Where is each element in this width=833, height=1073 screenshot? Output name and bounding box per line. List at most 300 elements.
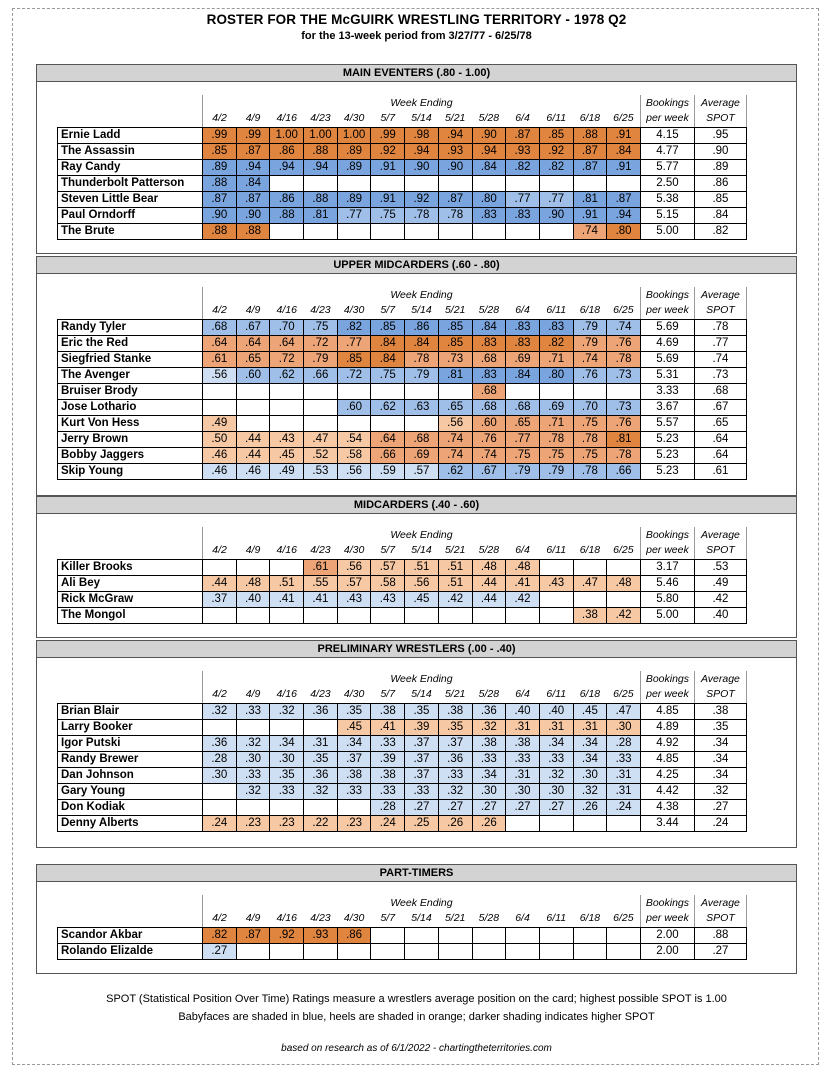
spot-cell: .88: [304, 143, 338, 159]
spot-cell: .33: [236, 767, 270, 783]
spot-value: .77: [694, 335, 746, 351]
spot-cell: .84: [472, 319, 506, 335]
week-header: 6/25: [607, 111, 641, 127]
spot-cell: .77: [539, 191, 573, 207]
spot-cell: .32: [304, 783, 338, 799]
spot-header: Average: [694, 287, 746, 303]
spot-cell: .75: [371, 207, 405, 223]
spot-cell: [506, 607, 540, 623]
spot-cell: .63: [405, 399, 439, 415]
spot-cell: [304, 175, 338, 191]
spot-cell: .66: [607, 463, 641, 479]
spot-cell: .27: [506, 799, 540, 815]
wrestler-row: [58, 191, 747, 207]
spot-cell: .64: [270, 335, 304, 351]
spot-cell: .37: [405, 751, 439, 767]
spot-cell: .33: [236, 703, 270, 719]
roster-table: [57, 95, 747, 240]
spot-cell: [472, 175, 506, 191]
spot-cell: .44: [236, 447, 270, 463]
spot-value: .38: [694, 703, 746, 719]
spot-cell: .72: [304, 335, 338, 351]
week-header: 5/7: [371, 687, 405, 703]
spot-cell: .78: [573, 463, 607, 479]
spot-cell: .91: [573, 207, 607, 223]
spot-cell: .30: [236, 751, 270, 767]
spot-cell: .83: [472, 207, 506, 223]
week-header: 4/23: [304, 303, 338, 319]
spot-cell: [405, 927, 439, 943]
spot-cell: .74: [607, 319, 641, 335]
week-header: 5/7: [371, 111, 405, 127]
wrestler-row: [58, 223, 747, 239]
spot-cell: .30: [506, 783, 540, 799]
spot-cell: .34: [573, 751, 607, 767]
wrestler-row: [58, 143, 747, 159]
spot-cell: [270, 399, 304, 415]
spot-cell: .81: [438, 367, 472, 383]
spot-cell: .78: [539, 431, 573, 447]
spot-cell: [337, 799, 371, 815]
wrestler-name: Scandor Akbar: [58, 927, 203, 943]
spot-cell: .34: [539, 735, 573, 751]
spot-cell: [573, 559, 607, 575]
week-header: 4/30: [337, 687, 371, 703]
week-header: 4/30: [337, 543, 371, 559]
spot-cell: .85: [539, 127, 573, 143]
spot-cell: .31: [304, 735, 338, 751]
bookings-value: 4.85: [640, 703, 694, 719]
wrestler-name: Bruiser Brody: [58, 383, 203, 399]
spot-cell: [506, 175, 540, 191]
spot-cell: .94: [236, 159, 270, 175]
spot-cell: .47: [573, 575, 607, 591]
spot-cell: .30: [203, 767, 237, 783]
wrestler-row: [58, 815, 747, 831]
spot-cell: [270, 719, 304, 735]
spot-cell: .88: [270, 207, 304, 223]
spot-cell: .26: [472, 815, 506, 831]
spot-cell: .79: [573, 335, 607, 351]
spot-cell: .83: [506, 319, 540, 335]
wrestler-name: Ali Bey: [58, 575, 203, 591]
spot-cell: [270, 175, 304, 191]
wrestler-name: Randy Brewer: [58, 751, 203, 767]
section-preliminary-wrestlers: [36, 640, 797, 848]
spot-cell: .45: [270, 447, 304, 463]
corner-cell: [58, 671, 203, 687]
spot-cell: .77: [337, 335, 371, 351]
spot-cell: [539, 943, 573, 959]
bookings-value: 5.69: [640, 319, 694, 335]
spot-cell: [304, 399, 338, 415]
week-header: 4/23: [304, 111, 338, 127]
week-header: 5/28: [472, 687, 506, 703]
spot-cell: .87: [438, 191, 472, 207]
week-ending-label: Week Ending: [203, 527, 641, 543]
spot-cell: [573, 815, 607, 831]
week-header: 6/25: [607, 303, 641, 319]
spot-cell: .40: [506, 703, 540, 719]
spot-cell: .32: [573, 783, 607, 799]
spot-cell: .83: [539, 319, 573, 335]
spot-cell: .33: [472, 751, 506, 767]
wrestler-name: Don Kodiak: [58, 799, 203, 815]
spot-cell: .51: [438, 559, 472, 575]
spot-cell: .33: [371, 783, 405, 799]
spot-value: .68: [694, 383, 746, 399]
spot-cell: [405, 223, 439, 239]
spot-cell: .28: [203, 751, 237, 767]
spot-cell: .56: [337, 559, 371, 575]
spot-header: Average: [694, 527, 746, 543]
spot-cell: .89: [337, 159, 371, 175]
bookings-value: 3.67: [640, 399, 694, 415]
spot-cell: 1.00: [304, 127, 338, 143]
spot-cell: .23: [236, 815, 270, 831]
spot-cell: .76: [472, 431, 506, 447]
wrestler-row: [58, 607, 747, 623]
spot-cell: [472, 943, 506, 959]
spot-value: .34: [694, 735, 746, 751]
bookings-value: 5.23: [640, 447, 694, 463]
week-header: 6/4: [506, 303, 540, 319]
spot-cell: .35: [270, 767, 304, 783]
spot-header-sub: SPOT: [694, 687, 746, 703]
week-header: 6/18: [573, 111, 607, 127]
wrestler-row: [58, 463, 747, 479]
week-header: 6/25: [607, 687, 641, 703]
spot-cell: .57: [371, 559, 405, 575]
spot-value: .64: [694, 431, 746, 447]
spot-value: .27: [694, 943, 746, 959]
wrestler-row: [58, 399, 747, 415]
week-header: 4/16: [270, 687, 304, 703]
spot-cell: .87: [236, 191, 270, 207]
spot-cell: .84: [472, 159, 506, 175]
spot-cell: .99: [236, 127, 270, 143]
spot-cell: .74: [573, 223, 607, 239]
spot-cell: .33: [506, 751, 540, 767]
week-ending-label: Week Ending: [203, 671, 641, 687]
spot-cell: .67: [472, 463, 506, 479]
spot-value: .34: [694, 751, 746, 767]
corner-cell: [58, 303, 203, 319]
spot-cell: .68: [472, 399, 506, 415]
spot-cell: .74: [438, 431, 472, 447]
wrestler-row: [58, 703, 747, 719]
spot-cell: .69: [506, 351, 540, 367]
section-midcarders: [36, 496, 797, 638]
spot-cell: .41: [371, 719, 405, 735]
spot-cell: .82: [203, 927, 237, 943]
spot-value: .95: [694, 127, 746, 143]
spot-value: .64: [694, 447, 746, 463]
spot-cell: .78: [573, 431, 607, 447]
spot-cell: .88: [573, 127, 607, 143]
spot-cell: .32: [438, 783, 472, 799]
week-header: 4/2: [203, 911, 237, 927]
spot-cell: .56: [337, 463, 371, 479]
spot-cell: .26: [438, 815, 472, 831]
corner-cell: [58, 543, 203, 559]
spot-cell: [506, 223, 540, 239]
spot-cell: .48: [236, 575, 270, 591]
wrestler-name: Denny Alberts: [58, 815, 203, 831]
spot-cell: [203, 399, 237, 415]
spot-cell: [270, 799, 304, 815]
spot-cell: .87: [236, 143, 270, 159]
spot-value: .35: [694, 719, 746, 735]
spot-cell: .76: [607, 415, 641, 431]
week-header: 4/30: [337, 111, 371, 127]
spot-cell: .42: [506, 591, 540, 607]
week-header: 6/18: [573, 543, 607, 559]
week-header: 4/2: [203, 111, 237, 127]
spot-cell: .46: [203, 447, 237, 463]
spot-cell: .56: [203, 367, 237, 383]
wrestler-row: [58, 207, 747, 223]
section-title: PRELIMINARY WRESTLERS (.00 - .40): [37, 641, 796, 658]
spot-cell: .81: [607, 431, 641, 447]
week-header: 4/9: [236, 111, 270, 127]
spot-cell: [203, 607, 237, 623]
spot-cell: .75: [573, 415, 607, 431]
wrestler-name: Larry Booker: [58, 719, 203, 735]
spot-cell: .86: [405, 319, 439, 335]
spot-cell: [539, 383, 573, 399]
wrestler-name: The Mongol: [58, 607, 203, 623]
spot-cell: .38: [371, 767, 405, 783]
spot-value: .27: [694, 799, 746, 815]
week-header: 5/14: [405, 687, 439, 703]
spot-cell: .27: [405, 799, 439, 815]
spot-cell: [236, 559, 270, 575]
spot-cell: .91: [371, 159, 405, 175]
spot-cell: .41: [304, 591, 338, 607]
spot-value: .74: [694, 351, 746, 367]
spot-cell: .39: [371, 751, 405, 767]
spot-cell: .37: [438, 735, 472, 751]
week-header: 6/11: [539, 543, 573, 559]
spot-cell: .36: [203, 735, 237, 751]
week-header: 6/11: [539, 687, 573, 703]
spot-cell: .82: [539, 335, 573, 351]
spot-cell: [236, 415, 270, 431]
spot-cell: .72: [270, 351, 304, 367]
bookings-value: 4.77: [640, 143, 694, 159]
spot-cell: [203, 799, 237, 815]
spot-value: .24: [694, 815, 746, 831]
spot-cell: .88: [203, 223, 237, 239]
spot-cell: .59: [371, 463, 405, 479]
spot-cell: [539, 559, 573, 575]
spot-value: .49: [694, 575, 746, 591]
spot-cell: [304, 943, 338, 959]
spot-cell: .89: [203, 159, 237, 175]
spot-cell: .26: [573, 799, 607, 815]
spot-cell: .33: [539, 751, 573, 767]
spot-cell: .47: [607, 703, 641, 719]
spot-cell: .78: [405, 351, 439, 367]
spot-cell: .64: [203, 335, 237, 351]
spot-header-sub: SPOT: [694, 543, 746, 559]
week-header: 4/9: [236, 543, 270, 559]
spot-cell: [236, 383, 270, 399]
wrestler-name: Eric the Red: [58, 335, 203, 351]
spot-cell: .58: [337, 447, 371, 463]
week-header: 5/21: [438, 687, 472, 703]
spot-value: .78: [694, 319, 746, 335]
wrestler-row: [58, 447, 747, 463]
spot-value: .82: [694, 223, 746, 239]
bookings-header-sub: per week: [640, 687, 694, 703]
wrestler-row: [58, 767, 747, 783]
bookings-value: 3.17: [640, 559, 694, 575]
wrestler-name: Randy Tyler: [58, 319, 203, 335]
wrestler-name: Paul Orndorff: [58, 207, 203, 223]
spot-cell: .82: [337, 319, 371, 335]
spot-cell: [337, 175, 371, 191]
spot-cell: [607, 559, 641, 575]
wrestler-row: [58, 319, 747, 335]
wrestler-name: Killer Brooks: [58, 559, 203, 575]
spot-cell: .62: [270, 367, 304, 383]
spot-cell: .35: [405, 703, 439, 719]
spot-cell: .73: [607, 399, 641, 415]
spot-cell: .34: [472, 767, 506, 783]
corner-cell: [58, 111, 203, 127]
spot-cell: .37: [203, 591, 237, 607]
spot-cell: .93: [506, 143, 540, 159]
spot-cell: .41: [270, 591, 304, 607]
wrestler-name: Jose Lothario: [58, 399, 203, 415]
spot-cell: [438, 175, 472, 191]
week-header: 4/9: [236, 687, 270, 703]
wrestler-name: The Brute: [58, 223, 203, 239]
spot-cell: [573, 383, 607, 399]
bookings-value: 5.23: [640, 463, 694, 479]
spot-value: .34: [694, 767, 746, 783]
week-header: 4/30: [337, 911, 371, 927]
spot-cell: .68: [506, 399, 540, 415]
bookings-value: 5.00: [640, 223, 694, 239]
roster-table: [57, 287, 747, 480]
bookings-value: 5.23: [640, 431, 694, 447]
spot-cell: .24: [203, 815, 237, 831]
week-header: 5/28: [472, 111, 506, 127]
spot-cell: .32: [270, 703, 304, 719]
spot-cell: .83: [506, 335, 540, 351]
spot-cell: [270, 607, 304, 623]
bookings-header: Bookings: [640, 527, 694, 543]
week-ending-label: Week Ending: [203, 95, 641, 111]
spot-cell: .94: [438, 127, 472, 143]
spot-cell: .30: [472, 783, 506, 799]
spot-cell: [607, 815, 641, 831]
section-title: PART-TIMERS: [37, 865, 796, 882]
spot-cell: .61: [203, 351, 237, 367]
spot-cell: .60: [472, 415, 506, 431]
spot-cell: .78: [607, 351, 641, 367]
week-header: 6/11: [539, 111, 573, 127]
bookings-value: 5.38: [640, 191, 694, 207]
spot-cell: .73: [438, 351, 472, 367]
spot-cell: .75: [573, 447, 607, 463]
spot-cell: .49: [203, 415, 237, 431]
week-header: 4/2: [203, 687, 237, 703]
spot-cell: .45: [405, 591, 439, 607]
spot-header: Average: [694, 671, 746, 687]
section-title: UPPER MIDCARDERS (.60 - .80): [37, 257, 796, 274]
spot-cell: .36: [438, 751, 472, 767]
spot-cell: .70: [270, 319, 304, 335]
wrestler-name: Gary Young: [58, 783, 203, 799]
spot-cell: [236, 607, 270, 623]
spot-cell: .87: [236, 927, 270, 943]
bookings-value: 3.33: [640, 383, 694, 399]
spot-value: .67: [694, 399, 746, 415]
spot-cell: .84: [405, 335, 439, 351]
spot-cell: .24: [607, 799, 641, 815]
spot-value: .40: [694, 607, 746, 623]
week-header: 4/30: [337, 303, 371, 319]
week-header: 6/18: [573, 303, 607, 319]
wrestler-name: Thunderbolt Patterson: [58, 175, 203, 191]
wrestler-row: [58, 175, 747, 191]
roster-table: [57, 895, 747, 960]
spot-cell: .75: [371, 367, 405, 383]
spot-cell: .84: [371, 335, 405, 351]
week-header: 4/9: [236, 303, 270, 319]
spot-cell: .61: [304, 559, 338, 575]
spot-cell: [371, 175, 405, 191]
week-header: 5/28: [472, 911, 506, 927]
spot-cell: .85: [337, 351, 371, 367]
spot-cell: [539, 927, 573, 943]
spot-cell: .72: [337, 367, 371, 383]
roster-table: [57, 527, 747, 624]
spot-cell: [438, 943, 472, 959]
bookings-value: 2.00: [640, 927, 694, 943]
spot-cell: .94: [270, 159, 304, 175]
spot-cell: .60: [337, 399, 371, 415]
corner-cell: [58, 911, 203, 927]
spot-cell: .45: [573, 703, 607, 719]
spot-cell: .52: [304, 447, 338, 463]
spot-cell: .33: [607, 751, 641, 767]
spot-cell: [337, 383, 371, 399]
spot-cell: [506, 927, 540, 943]
spot-cell: .54: [337, 431, 371, 447]
week-header: 6/4: [506, 111, 540, 127]
spot-value: .90: [694, 143, 746, 159]
spot-cell: [270, 383, 304, 399]
section-title: MIDCARDERS (.40 - .60): [37, 497, 796, 514]
footer-source-credit: based on research as of 6/1/2022 - chartingtheterritories.com: [281, 1043, 552, 1054]
spot-value: .85: [694, 191, 746, 207]
week-header: 5/21: [438, 303, 472, 319]
wrestler-name: The Assassin: [58, 143, 203, 159]
spot-cell: .41: [506, 575, 540, 591]
spot-cell: [573, 175, 607, 191]
bookings-value: 5.77: [640, 159, 694, 175]
spot-cell: .33: [337, 783, 371, 799]
spot-cell: .85: [438, 335, 472, 351]
spot-cell: .37: [405, 767, 439, 783]
spot-header-sub: SPOT: [694, 111, 746, 127]
spot-cell: .38: [573, 607, 607, 623]
